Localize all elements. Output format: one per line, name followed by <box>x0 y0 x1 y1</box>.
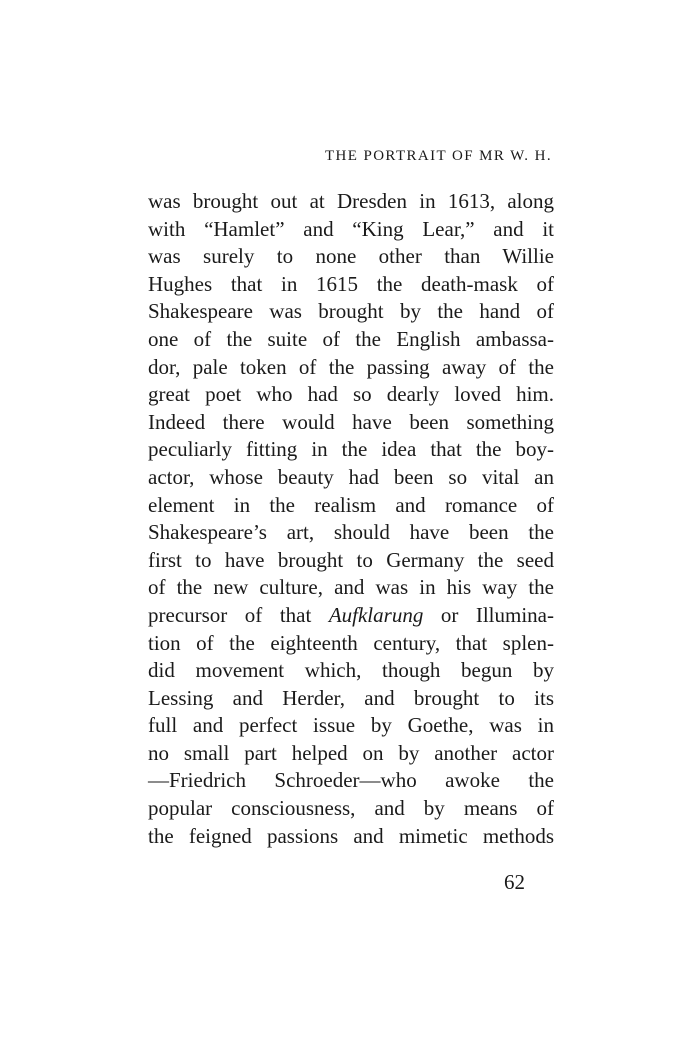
text-line: element in the realism and romance of <box>148 492 554 517</box>
text-line: popular consciousness, and by means of <box>148 796 554 821</box>
italic-term: Aufklarung <box>328 602 424 627</box>
page-number: 62 <box>504 870 525 894</box>
text-line: was brought out at Dresden in 1613, along <box>148 189 554 213</box>
text-line: was surely to none other than Willie <box>148 244 554 269</box>
text-line: did movement which, though begun by <box>148 658 554 683</box>
text-line: actor, whose beauty had been so vital an <box>148 464 554 489</box>
text-line: full and perfect issue by Goethe, was in <box>148 713 554 738</box>
text-line: peculiarly fitting in the idea that the boy- <box>148 437 554 462</box>
text-line: Hughes that in 1615 the death-mask of <box>148 271 554 296</box>
running-head-title: THE PORTRAIT OF MR W. H. <box>324 148 552 164</box>
text-line: Shakespeare was brought by the hand of <box>148 299 554 324</box>
text-line: first to have brought to Germany the seed <box>148 547 554 572</box>
text-line: no small part helped on by another actor <box>148 740 554 765</box>
text-line: —Friedrich Schroeder—who awoke the <box>148 768 554 793</box>
text-line: Shakespeare’s art, should have been the <box>148 520 554 545</box>
body-text <box>148 188 554 850</box>
text-line: the feigned passions and mimetic methods <box>148 823 554 848</box>
text-line-with-italic <box>148 602 554 630</box>
text-line: with “Hamlet” and “King Lear,” and it <box>148 216 554 241</box>
text-line: Lessing and Herder, and brought to its <box>148 685 554 710</box>
text-line: Indeed there would have been something <box>148 409 554 434</box>
text-line: one of the suite of the English ambassa- <box>148 326 554 351</box>
text-line: dor, pale token of the passing away of the <box>148 354 554 379</box>
text-segment: or Illumina- <box>423 602 554 627</box>
text-segment: precursor of that <box>148 602 329 627</box>
text-line: tion of the eighteenth century, that splen- <box>148 630 554 655</box>
text-line: of the new culture, and was in his way the <box>148 575 554 600</box>
text-line: great poet who had so dearly loved him. <box>148 382 554 407</box>
